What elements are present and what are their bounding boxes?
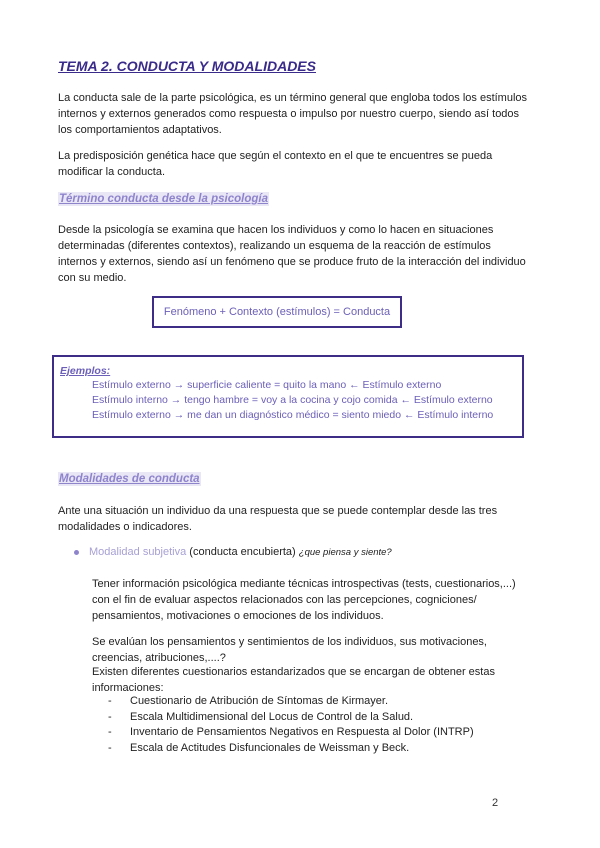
list-item: - Cuestionario de Atribución de Síntomas de Kirmayer.: [108, 694, 474, 710]
intro-paragraph-2: La predisposición genética hace que según el contexto en el que te encuentres se pueda modificar la conducta.: [58, 150, 493, 178]
formula-box: [152, 296, 402, 328]
intro-paragraph-1: La conducta sale de la parte psicológica, es un término general que engloba todos los estímulos internos y externos generados como respuesta o impulso por nuestro cuerpo, siendo así todos los comportamientos adaptativos.: [58, 92, 528, 136]
dash-bullet: -: [108, 710, 112, 723]
modality-note: (conducta encubierta): [189, 546, 296, 558]
dash-bullet: -: [108, 695, 112, 707]
dash-bullet: -: [108, 726, 112, 738]
example-line: Estímulo interno → tengo hambre = voy a la cocina y cojo comida ← Estímulo externo: [92, 394, 493, 406]
questionnaire-list: [108, 694, 474, 756]
questionnaires-intro: Existen diferentes cuestionarios estandarizados que se encargan de obtener estas informaciones:: [92, 666, 495, 694]
page-number: 2: [492, 797, 499, 809]
example-line: Estímulo externo → superficie caliente = quito la mano ← Estímulo externo: [92, 379, 442, 391]
section2-paragraph: Ante una situación un individuo da una respuesta que se puede contemplar desde las tres modalidades o indicadores.: [58, 505, 498, 533]
evaluation-paragraph: Se evalúan los pensamientos y sentimientos de los individuos, sus motivaciones, creencias, atribuciones,....?: [92, 636, 487, 664]
page-title: TEMA 2. CONDUCTA Y MODALIDADES: [58, 58, 316, 74]
section-heading-modalidades: Modalidades de conducta: [59, 473, 200, 485]
modality-question: ¿que piensa y siente?: [298, 547, 392, 558]
dash-bullet: -: [108, 741, 112, 754]
info-paragraph: Tener información psicológica mediante técnicas introspectivas (tests, cuestionarios,...) con el fin de evaluar aspectos relacionados con las percepciones, cogniciones/ pensamientos, motivaciones o emociones de los individuos.: [92, 578, 516, 622]
examples-title: Ejemplos:: [60, 365, 111, 377]
section1-paragraph: Desde la psicología se examina que hacen los individuos y como lo hacen en situaciones determinadas (diferentes contextos), realizando un esquema de la reacción de estímulos internos y externos, siendo así un fenómeno que se produce fruto de la interacción del individuo con su medio.: [58, 224, 526, 284]
bullet-item-modalidad-subjetiva: [74, 546, 392, 558]
modality-name: Modalidad subjetiva: [89, 546, 187, 558]
formula-text: Fenómeno + Contexto (estímulos) = Conducta: [163, 306, 391, 318]
bullet-icon: [74, 550, 79, 555]
list-item: - Escala Multidimensional del Locus de Control de la Salud.: [108, 710, 474, 726]
list-item: - Inventario de Pensamientos Negativos en Respuesta al Dolor (INTRP): [108, 725, 474, 741]
section-heading-termino-conducta: Término conducta desde la psicología: [59, 193, 268, 205]
example-line: Estímulo externo → me dan un diagnóstico médico = siento miedo ← Estímulo interno: [92, 409, 494, 421]
list-item: - Escala de Actitudes Disfuncionales de Weissman y Beck.: [108, 741, 474, 757]
examples-box: [52, 355, 524, 438]
